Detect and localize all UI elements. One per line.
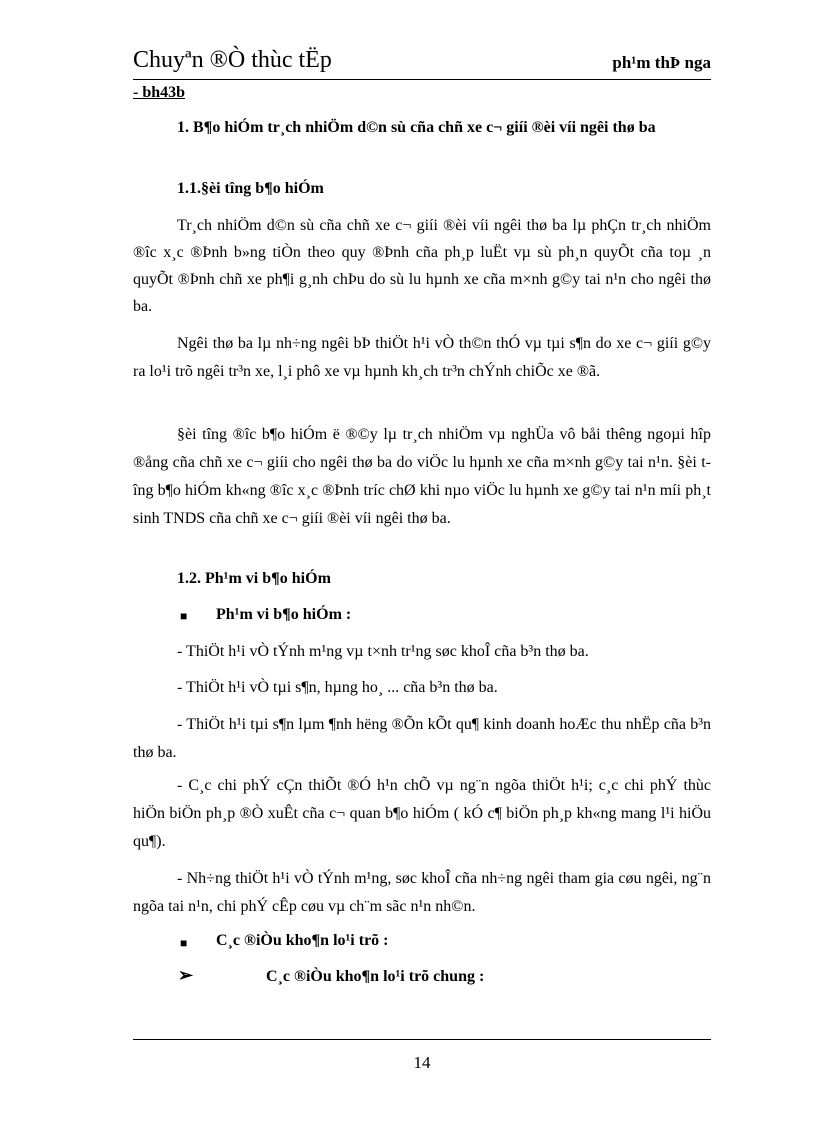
paragraph-2: Ngêi thø ba lµ nh÷ng ngêi bÞ thiÖt h¹i vÒ th©n thÓ vµ tµi s¶n do xe c¬ giíi g©y ra lo¹i trõ ngêi tr³n xe, l¸i phô xe vµ hµnh kh¸ch tr³n chÝnh chiÕc xe ®ã.: [133, 335, 711, 380]
section-heading-1: 1. B¶o hiÓm tr¸ch nhiÖm d©n sù cña chñ xe c¬ giíi ®èi víi ngêi thø ba: [177, 119, 656, 136]
section-heading-1-2: 1.2. Ph¹m vi b¶o hiÓm: [177, 570, 331, 587]
page-number: 14: [413, 1053, 431, 1072]
paragraph-3: §èi tîng ®îc b¶o hiÓm ë ®©y lµ tr¸ch nhiÖm vµ nghÜa vô båi thêng ngoµi hîp ®ång cña chñ xe c¬ giíi cho ngêi thø ba do viÖc lu hµnh xe cña m×nh g©y tai n¹n. §èi tîng b¶o hiÓm kh«ng ®îc x¸c ®Þnh tríc chØ khi nµo viÖc lu hµnh xe g©y tai n¹n míi ph¸t sinh TNDS cña chñ xe c¬ giíi ®èi víi ngêi thø ba.: [133, 426, 711, 527]
square-bullet-icon: ■: [180, 936, 188, 950]
page-header: [133, 45, 711, 80]
list-item: - ThiÖt h¹i vÒ tÝnh m¹ng vµ t×nh tr¹ng søc khoÎ cña b³n thø ba.: [177, 643, 589, 660]
header-author: ph¹m thÞ nga: [612, 53, 711, 72]
list-item: - Nh÷ng thiÖt h¹i vÒ tÝnh m¹ng, søc khoÎ cña nh÷ng ngêi tham gia cøu ngêi, ng¨n ngõa tai n¹n, chi phÝ cÊp cøu vµ ch¨m sãc n¹n nh©n.: [133, 870, 711, 915]
footer-divider: [133, 1039, 711, 1040]
list-item: - C¸c chi phÝ cÇn thiÕt ®Ó h¹n chÕ vµ ng¨n ngõa thiÖt h¹i; c¸c chi phÝ thùc hiÖn biÖn ph¸p ®Ò xuÊt cña c¬ quan b¶o hiÓm ( kÓ c¶ biÖn ph¸p kh«ng mang l¹i hiÖu qu¶).: [133, 777, 711, 850]
document-code: - bh43b: [133, 84, 186, 101]
bullet-scope-heading: Ph¹m vi b¶o hiÓm :: [216, 606, 352, 623]
list-item: - ThiÖt h¹i tµi s¶n lµm ¶nh hëng ®Õn kÕt qu¶ kinh doanh hoÆc thu nhËp cña b³n thø ba.: [133, 716, 711, 761]
list-item: - ThiÖt h¹i vÒ tµi s¶n, hµng ho¸ ... cña b³n thø ba.: [177, 679, 498, 696]
paragraph-1: Tr¸ch nhiÖm d©n sù cña chñ xe c¬ giíi ®èi víi ngêi thø ba lµ phÇn tr¸ch nhiÖm ®îc x¸c ®Þnh b»ng tiÒn theo quy ®Þnh cña ph¸p luËt vµ sù ph¸n quyÕt cña toµ ¸n quyÕt ®Þnh chñ xe ph¶i g¸nh chÞu do sù lu hµnh xe cña m×nh g©y tai n¹n cho ngêi thø ba.: [133, 217, 711, 315]
section-heading-1-1: 1.1.§èi tîng b¶o hiÓm: [177, 180, 324, 197]
sub-bullet-general-exclusions: C¸c ®iÒu kho¶n lo¹i trõ chung :: [266, 968, 485, 985]
bullet-exclusions-heading: C¸c ®iÒu kho¶n lo¹i trõ :: [216, 932, 389, 949]
header-title: Chuyªn ®Ò thùc tËp: [133, 47, 332, 73]
arrow-bullet-icon: ➢: [178, 965, 194, 985]
square-bullet-icon: ■: [180, 609, 188, 623]
